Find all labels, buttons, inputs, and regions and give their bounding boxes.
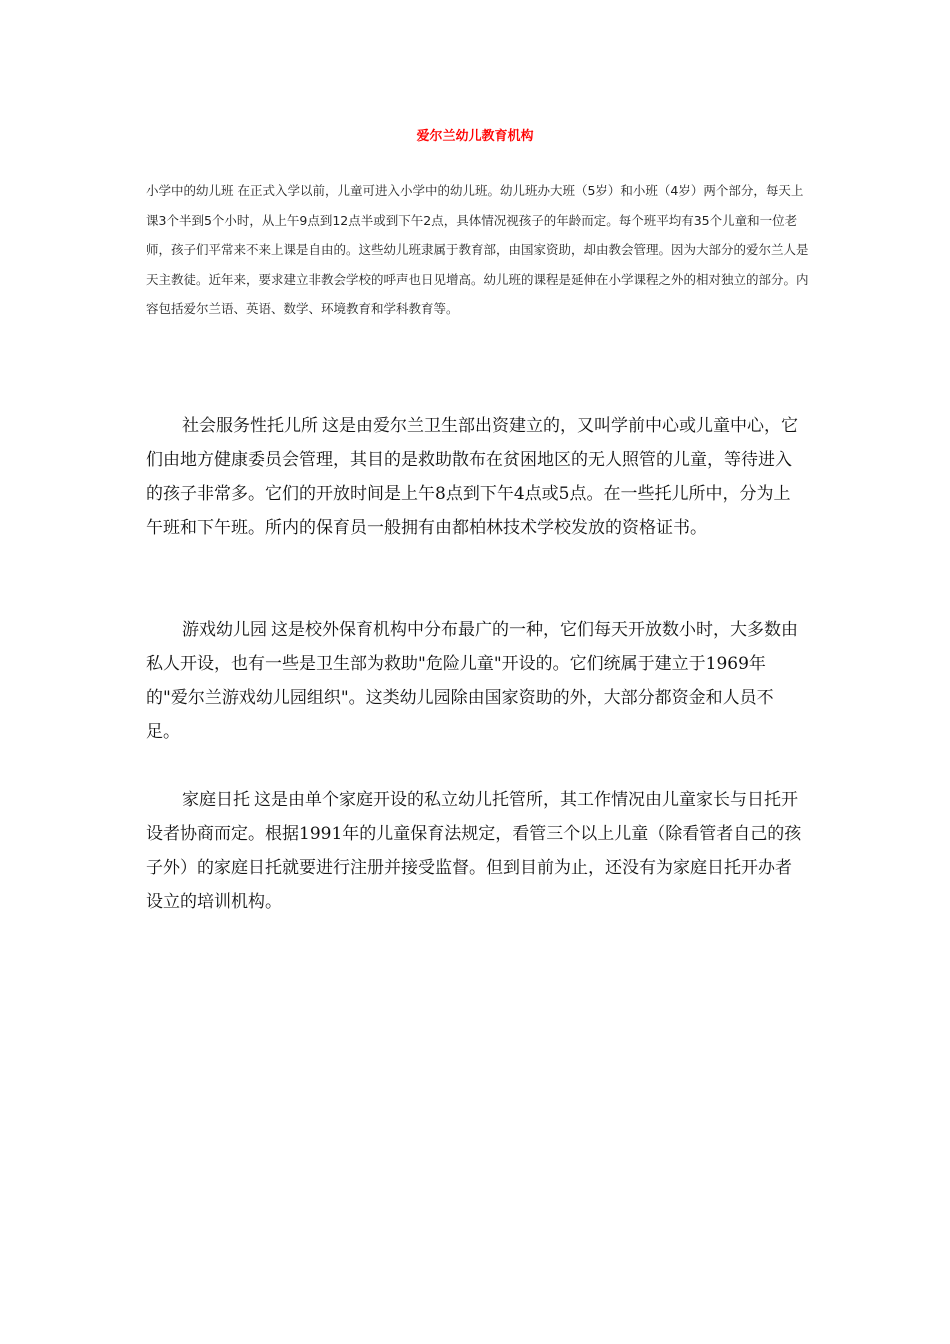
paragraph-lead: 游戏幼儿园: [182, 620, 267, 640]
paragraph-family-daycare: [146, 783, 806, 919]
paragraph-social-nursery: [146, 409, 806, 545]
paragraph-text: 这是由单个家庭开设的私立幼儿托管所，其工作情况由儿童家长与日托开设者协商而定。根据1991年的儿童保育法规定，看管三个以上儿童（除看管者自己的孩子外）的家庭日托就要进行注册并接受监督。但到目前为止，还没有为家庭日托开办者设立的培训机构。: [146, 790, 802, 912]
document-title: 爱尔兰幼儿教育机构: [416, 129, 534, 144]
intro-paragraph: 小学中的幼儿班 在正式入学以前，儿童可进入小学中的幼儿班。幼儿班办大班（5岁）和小班（4岁）两个部分，每天上课3个半到5个小时，从上午9点到12点半或到下午2点，具体情况视孩子的年龄而定。每个班平均有35个儿童和一位老师，孩子们平常来不来上课是自由的。这些幼儿班隶属于教育部，由国家资助，却由教会管理。因为大部分的爱尔兰人是天主教徒。近年来，要求建立非教会学校的呼声也日见增高。幼儿班的课程是延伸在小学课程之外的相对独立的部分。内容包括爱尔兰语、英语、数学、环境教育和学科教育等。: [146, 183, 809, 316]
paragraph-text: 这是校外保育机构中分布最广的一种，它们每天开放数小时，大多数由私人开设，也有一些是卫生部为救助"危险儿童"开设的。它们统属于建立于1969年的"爱尔兰游戏幼儿园组织"。这类幼儿园除由国家资助的外，大部分都资金和人员不足。: [146, 620, 798, 742]
paragraph-lead: 社会服务性托儿所: [182, 416, 318, 436]
paragraph-lead: 家庭日托: [182, 790, 250, 810]
paragraph-text: 这是由爱尔兰卫生部出资建立的，又叫学前中心或儿童中心，它们由地方健康委员会管理，其目的是救助散布在贫困地区的无人照管的儿童，等待进入的孩子非常多。它们的开放时间是上午8点到下午4点或5点。在一些托儿所中，分为上午班和下午班。所内的保育员一般拥有由都柏林技术学校发放的资格证书。: [146, 416, 798, 538]
paragraph-play-kindergarten: [146, 613, 806, 749]
